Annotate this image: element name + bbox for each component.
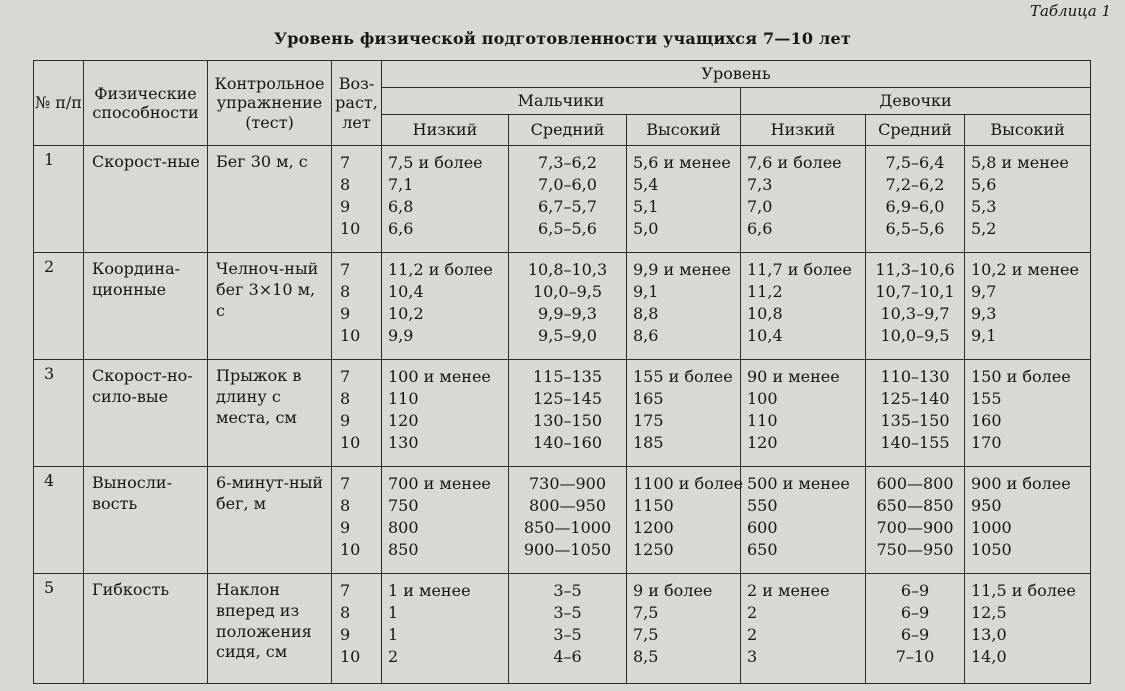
girls-high-value: 12,5: [971, 603, 1007, 622]
boys-mid-value: 140–160: [532, 433, 603, 452]
boys-mid-value: 9,9–9,3: [538, 304, 597, 323]
girls-mid-value: 10,3–9,7: [880, 304, 950, 323]
age-value: 7: [340, 260, 351, 279]
age-cell: [332, 146, 382, 253]
boys-high-value: 5,1: [633, 197, 659, 216]
boys-high-value: 9,1: [633, 282, 659, 301]
boys-low-value: 800: [388, 518, 419, 537]
ability-cell: Скорост-ные: [84, 146, 208, 253]
age-value: 8: [340, 496, 351, 515]
boys-high-value: 5,4: [633, 175, 659, 194]
row-number: 3: [34, 360, 84, 467]
age-value: 8: [340, 175, 351, 194]
girls-high-value: 950: [971, 496, 1002, 515]
girls-mid-value: 6–9: [900, 603, 930, 622]
boys-mid-cell: [509, 253, 627, 360]
girls-high-value: 1050: [971, 540, 1012, 559]
girls-high-value: 5,8 и менее: [971, 153, 1069, 172]
girls-high-value: 5,6: [971, 175, 997, 194]
header-girls: Девочки: [741, 88, 1091, 115]
girls-low-value: 7,6 и более: [747, 153, 842, 172]
boys-mid-value: 6,7–5,7: [538, 197, 597, 216]
header-num: № п/п: [34, 61, 84, 146]
boys-mid-cell: [509, 574, 627, 684]
boys-high-cell: [627, 146, 741, 253]
boys-low-value: 10,2: [388, 304, 424, 323]
boys-mid-value: 4–6: [553, 647, 582, 666]
girls-low-value: 650: [747, 540, 778, 559]
boys-high-value: 8,6: [633, 326, 659, 345]
girls-mid-value: 125–140: [880, 389, 950, 408]
ability-cell: Скорост-но-сило-вые: [84, 360, 208, 467]
boys-low-cell: [382, 467, 509, 574]
girls-mid-value: 6–9: [900, 625, 930, 644]
boys-mid-value: 7,0–6,0: [538, 175, 597, 194]
boys-high-cell: [627, 574, 741, 684]
girls-high-value: 5,3: [971, 197, 997, 216]
boys-low-value: 750: [388, 496, 419, 515]
boys-high-value: 9 и более: [633, 581, 713, 600]
boys-mid-value: 3–5: [553, 625, 582, 644]
test-cell: Челноч-ный бег 3×10 м, с: [208, 253, 332, 360]
girls-low-value: 11,7 и более: [747, 260, 852, 279]
test-cell: Прыжок в длину с места, см: [208, 360, 332, 467]
table-row: [34, 467, 1091, 574]
row-number: 5: [34, 574, 84, 684]
girls-low-value: 2: [747, 603, 758, 622]
table-row: [34, 146, 1091, 253]
table-row: [34, 574, 1091, 684]
girls-high-cell: [965, 146, 1091, 253]
girls-low-value: 500 и менее: [747, 474, 850, 493]
header-girls-mid: Средний: [866, 115, 965, 146]
boys-high-cell: [627, 467, 741, 574]
table-row: [34, 360, 1091, 467]
boys-mid-cell: [509, 360, 627, 467]
girls-high-value: 150 и более: [971, 367, 1071, 386]
ability-cell: Выносли-вость: [84, 467, 208, 574]
girls-mid-value: 135–150: [880, 411, 950, 430]
boys-high-value: 1250: [633, 540, 674, 559]
girls-high-value: 13,0: [971, 625, 1007, 644]
boys-high-value: 155 и более: [633, 367, 733, 386]
boys-low-value: 10,4: [388, 282, 424, 301]
girls-high-value: 5,2: [971, 219, 997, 238]
age-value: 7: [340, 474, 351, 493]
age-value: 7: [340, 153, 351, 172]
age-value: 9: [340, 625, 351, 644]
girls-low-value: 3: [747, 647, 758, 666]
ability-cell: Координа-ционные: [84, 253, 208, 360]
age-value: 9: [340, 411, 351, 430]
boys-mid-value: 3–5: [553, 581, 582, 600]
girls-high-value: 14,0: [971, 647, 1007, 666]
boys-low-cell: [382, 146, 509, 253]
girls-high-value: 9,1: [971, 326, 997, 345]
girls-low-cell: [741, 360, 866, 467]
boys-low-value: 120: [388, 411, 419, 430]
girls-mid-value: 700—900: [876, 518, 954, 537]
boys-low-value: 11,2 и более: [388, 260, 493, 279]
girls-mid-value: 6–9: [900, 581, 930, 600]
boys-low-value: 130: [388, 433, 419, 452]
age-cell: [332, 574, 382, 684]
girls-high-value: 160: [971, 411, 1002, 430]
boys-low-value: 100 и менее: [388, 367, 491, 386]
girls-low-value: 7,0: [747, 197, 773, 216]
header-boys-mid: Средний: [509, 115, 627, 146]
age-cell: [332, 467, 382, 574]
girls-mid-value: 650—850: [876, 496, 954, 515]
header-girls-high: Высокий: [965, 115, 1091, 146]
age-value: 8: [340, 282, 351, 301]
girls-low-value: 2 и менее: [747, 581, 830, 600]
boys-high-value: 1100 и более: [633, 474, 743, 493]
header-girls-low: Низкий: [741, 115, 866, 146]
girls-low-value: 6,6: [747, 219, 773, 238]
girls-high-cell: [965, 467, 1091, 574]
girls-low-cell: [741, 146, 866, 253]
fitness-level-table: [33, 60, 1091, 684]
girls-mid-value: 10,0–9,5: [880, 326, 950, 345]
girls-high-cell: [965, 253, 1091, 360]
age-value: 9: [340, 197, 351, 216]
boys-low-value: 2: [388, 647, 399, 666]
header-boys-low: Низкий: [382, 115, 509, 146]
boys-high-value: 5,0: [633, 219, 659, 238]
boys-mid-cell: [509, 467, 627, 574]
boys-high-cell: [627, 360, 741, 467]
girls-high-value: 900 и более: [971, 474, 1071, 493]
boys-low-value: 7,1: [388, 175, 414, 194]
boys-low-cell: [382, 574, 509, 684]
girls-mid-cell: [866, 253, 965, 360]
boys-high-value: 8,8: [633, 304, 659, 323]
boys-low-value: 1 и менее: [388, 581, 471, 600]
test-cell: Наклон вперед из положения сидя, см: [208, 574, 332, 684]
table-title: Уровень физической подготовленности учащихся 7—10 лет: [274, 29, 851, 48]
girls-low-value: 100: [747, 389, 778, 408]
boys-mid-cell: [509, 146, 627, 253]
girls-low-value: 110: [747, 411, 778, 430]
row-number: 4: [34, 467, 84, 574]
boys-high-value: 1150: [633, 496, 674, 515]
boys-low-value: 1: [388, 625, 399, 644]
girls-mid-cell: [866, 467, 965, 574]
header-boys-high: Высокий: [627, 115, 741, 146]
age-value: 9: [340, 518, 351, 537]
girls-low-value: 550: [747, 496, 778, 515]
header-boys: Мальчики: [382, 88, 741, 115]
boys-mid-value: 7,3–6,2: [538, 153, 597, 172]
age-value: 8: [340, 389, 351, 408]
age-value: 8: [340, 603, 351, 622]
girls-mid-value: 750—950: [876, 540, 954, 559]
girls-mid-value: 7–10: [895, 647, 935, 666]
boys-low-value: 850: [388, 540, 419, 559]
girls-mid-value: 140–155: [880, 433, 950, 452]
boys-mid-value: 10,0–9,5: [532, 282, 603, 301]
girls-mid-value: 7,5–6,4: [885, 153, 945, 172]
boys-mid-value: 115–135: [532, 367, 603, 386]
girls-high-value: 1000: [971, 518, 1012, 537]
boys-mid-value: 3–5: [553, 603, 582, 622]
girls-high-value: 9,3: [971, 304, 997, 323]
boys-high-value: 5,6 и менее: [633, 153, 731, 172]
girls-low-cell: [741, 253, 866, 360]
boys-mid-value: 9,5–9,0: [538, 326, 597, 345]
age-value: 10: [340, 433, 361, 452]
boys-high-value: 165: [633, 389, 664, 408]
boys-mid-value: 125–145: [532, 389, 603, 408]
boys-low-cell: [382, 360, 509, 467]
boys-high-value: 1200: [633, 518, 674, 537]
boys-low-value: 6,6: [388, 219, 414, 238]
age-value: 7: [340, 581, 351, 600]
girls-high-cell: [965, 574, 1091, 684]
boys-mid-value: 130–150: [532, 411, 603, 430]
girls-mid-value: 6,9–6,0: [885, 197, 945, 216]
girls-mid-cell: [866, 360, 965, 467]
age-cell: [332, 253, 382, 360]
age-value: 10: [340, 326, 361, 345]
table-body: [34, 146, 1091, 684]
boys-high-value: 7,5: [633, 603, 659, 622]
header-age: Воз-раст, лет: [332, 61, 382, 146]
age-value: 7: [340, 367, 351, 386]
table-label: Таблица 1: [1029, 2, 1111, 20]
girls-mid-value: 110–130: [880, 367, 950, 386]
boys-mid-value: 6,5–5,6: [538, 219, 597, 238]
boys-high-value: 185: [633, 433, 664, 452]
girls-mid-cell: [866, 146, 965, 253]
age-value: 10: [340, 219, 361, 238]
ability-cell: Гибкость: [84, 574, 208, 684]
girls-mid-value: 7,2–6,2: [885, 175, 945, 194]
girls-low-value: 600: [747, 518, 778, 537]
girls-low-value: 7,3: [747, 175, 773, 194]
boys-mid-value: 730—900: [528, 474, 607, 493]
table-row: [34, 253, 1091, 360]
age-value: 10: [340, 540, 361, 559]
girls-high-cell: [965, 360, 1091, 467]
girls-high-value: 9,7: [971, 282, 997, 301]
age-cell: [332, 360, 382, 467]
girls-high-value: 170: [971, 433, 1002, 452]
boys-mid-value: 10,8–10,3: [527, 260, 608, 279]
girls-low-cell: [741, 574, 866, 684]
boys-high-value: 175: [633, 411, 664, 430]
row-number: 2: [34, 253, 84, 360]
row-number: 1: [34, 146, 84, 253]
girls-high-value: 11,5 и более: [971, 581, 1076, 600]
boys-high-cell: [627, 253, 741, 360]
age-value: 9: [340, 304, 351, 323]
girls-low-value: 120: [747, 433, 778, 452]
girls-low-value: 90 и менее: [747, 367, 840, 386]
boys-mid-value: 900—1050: [523, 540, 612, 559]
girls-low-value: 2: [747, 625, 758, 644]
boys-low-value: 1: [388, 603, 399, 622]
boys-high-value: 7,5: [633, 625, 659, 644]
boys-high-value: 9,9 и менее: [633, 260, 731, 279]
age-value: 10: [340, 647, 361, 666]
boys-high-value: 8,5: [633, 647, 659, 666]
girls-mid-value: 6,5–5,6: [885, 219, 945, 238]
girls-low-value: 11,2: [747, 282, 783, 301]
test-cell: 6-минут-ный бег, м: [208, 467, 332, 574]
boys-mid-value: 800—950: [528, 496, 607, 515]
boys-mid-value: 850—1000: [523, 518, 612, 537]
boys-low-value: 6,8: [388, 197, 414, 216]
test-cell: Бег 30 м, с: [208, 146, 332, 253]
girls-high-value: 10,2 и менее: [971, 260, 1079, 279]
boys-low-cell: [382, 253, 509, 360]
girls-low-cell: [741, 467, 866, 574]
boys-low-value: 7,5 и более: [388, 153, 483, 172]
header-ability: Физические способности: [84, 61, 208, 146]
girls-high-value: 155: [971, 389, 1002, 408]
header-test: Контрольное упражнение (тест): [208, 61, 332, 146]
girls-mid-cell: [866, 574, 965, 684]
girls-mid-value: 11,3–10,6: [875, 260, 955, 279]
girls-low-value: 10,8: [747, 304, 783, 323]
girls-mid-value: 600—800: [876, 474, 954, 493]
boys-low-value: 700 и менее: [388, 474, 491, 493]
boys-low-value: 110: [388, 389, 419, 408]
header-level: Уровень: [382, 61, 1091, 88]
girls-mid-value: 10,7–10,1: [875, 282, 955, 301]
boys-low-value: 9,9: [388, 326, 414, 345]
girls-low-value: 10,4: [747, 326, 783, 345]
